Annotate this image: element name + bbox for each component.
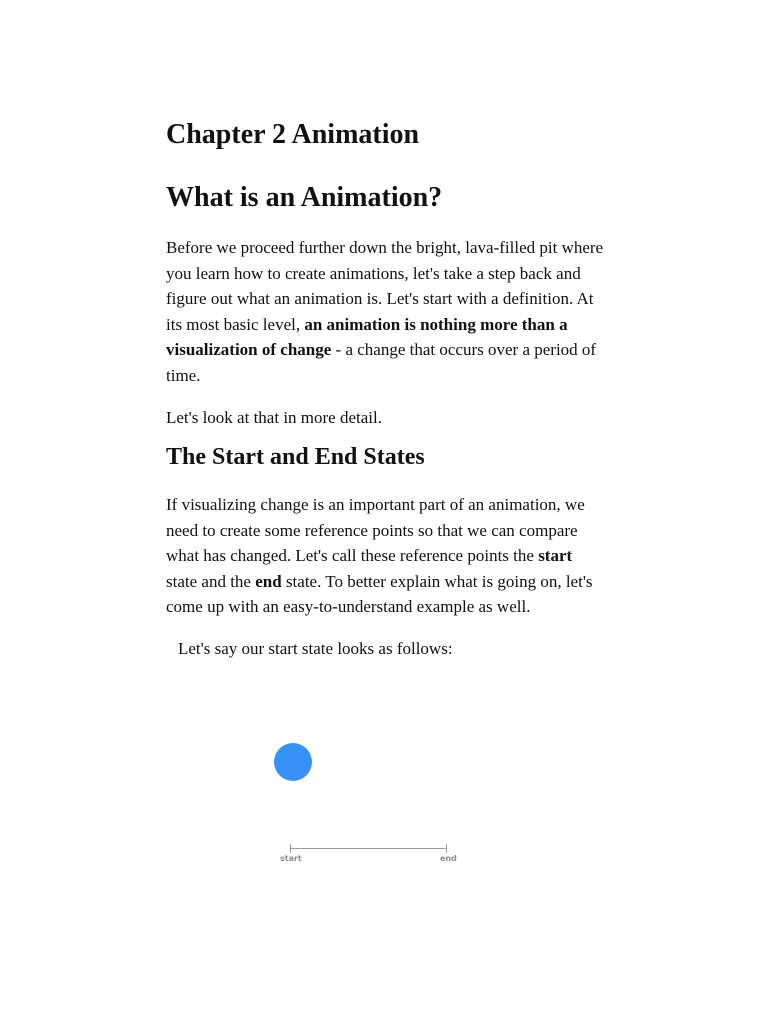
start-bold-word: start — [538, 546, 573, 566]
section-heading: The Start and End States — [166, 444, 425, 470]
intro-text-end: - a change that occurs over a period of time. — [166, 340, 597, 385]
intro-paragraph — [166, 235, 606, 389]
timeline-end-tick — [446, 844, 447, 853]
end-bold-word: end — [255, 571, 282, 591]
intro-bold-definition: an animation is nothing more than a visualization of change — [166, 314, 568, 360]
intro-text-start: Before we proceed further down the bright, lava-filled pit where you learn how to create animations, let's take a step back and figure out what an animation is. Let's start with a definition. At its most basic level, — [166, 238, 604, 334]
states-text-2: state and the — [166, 571, 256, 591]
timeline-line — [290, 848, 447, 849]
states-text-1: If visualizing change is an important part of an animation, we need to create some reference points so that we can compare what has changed. Let's call these reference points the — [166, 495, 585, 566]
timeline-start-label: start — [280, 854, 302, 863]
blue-circle-ball — [274, 743, 312, 781]
detail-paragraph: Let's look at that in more detail. — [166, 408, 382, 427]
states-text-3: state. To better explain what is going on, let's come up with an easy-to-understand example as well. — [166, 571, 593, 617]
start-state-figure — [270, 730, 470, 870]
states-paragraph — [166, 492, 606, 620]
timeline-end-label: end — [440, 854, 457, 863]
main-heading: What is an Animation? — [166, 182, 443, 213]
start-state-paragraph: Let's say our start state looks as follows: — [178, 639, 453, 658]
chapter-title: Chapter 2 Animation — [166, 119, 420, 150]
